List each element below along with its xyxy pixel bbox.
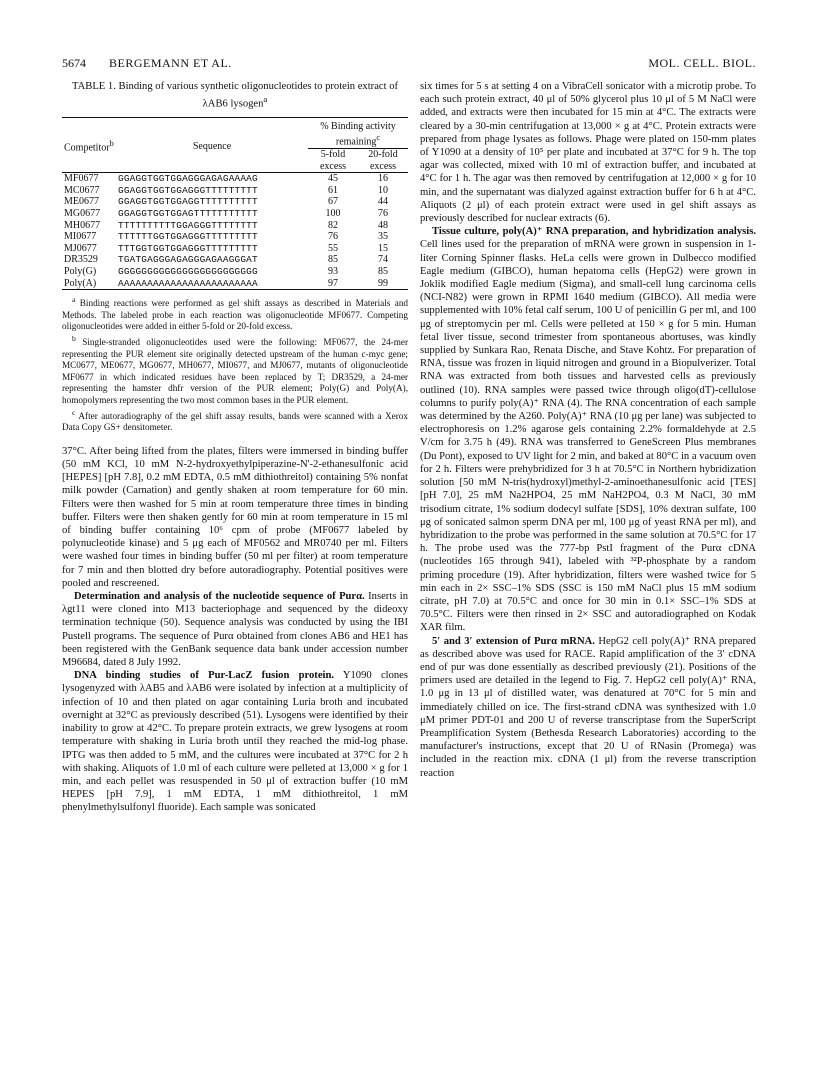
table-caption — [70, 80, 400, 111]
competitor-cell: MC0677 — [64, 184, 100, 196]
sequence-cell: TTTTTTTTTTGGAGGGTTTTTTTT — [118, 219, 258, 231]
sequence-cell: GGAGGTGGTGGAGTTTTTTTTTTT — [118, 208, 258, 220]
page-number: 5674 — [62, 56, 86, 70]
sequence-cell: GGAGGTGGTGGAGGGAGAGAAAAG — [118, 173, 258, 185]
journal-name: MOL. CELL. BIOL. — [648, 56, 756, 70]
header-20fold: 20-fold excess — [368, 149, 398, 172]
running-authors: BERGEMANN ET AL. — [109, 56, 232, 70]
paragraph-text: HepG2 cell poly(A)⁺ RNA prepared as described above was used for RACE. Rapid amplification of the 3′ cDNA end of pur was done essentially as described previously (21). Positions of the primers used are detailed in the legend to Fig. 7. HepG2 cell poly(A)⁺ RNA, 1.0 μg in 13 μl of distilled water, was denatured at 70°C for 5 min and immediately chilled on ice. The first-strand cDNA was synthesized with 1.0 μM primer PDT-01 and 200 U of reverse transcriptase from the SuperScript Preamplification System (Bethesda Research Laboratories) according to the manufacturer's instructions, except that 20 U of RNasin (Promega) was included in the reaction mix. cDNA (1 μl) from the reverse transcription reaction — [420, 635, 756, 779]
twentyfold-cell: 16 — [378, 173, 388, 185]
table-caption-label: TABLE 1. — [71, 81, 116, 92]
body-paragraph — [420, 225, 756, 634]
sequence-cell: AAAAAAAAAAAAAAAAAAAAAAAA — [118, 277, 258, 289]
body-paragraph — [420, 635, 756, 780]
table-row — [62, 208, 408, 220]
twentyfold-cell: 76 — [378, 208, 388, 220]
competitor-cell: ME0677 — [64, 196, 99, 208]
binding-table — [62, 117, 408, 291]
left-body-text — [62, 445, 408, 815]
competitor-cell: MJ0677 — [64, 242, 97, 254]
twentyfold-cell: 48 — [378, 219, 388, 231]
competitor-cell: MF0677 — [64, 173, 99, 185]
table-row — [62, 220, 408, 232]
body-paragraph — [62, 669, 408, 814]
page-header — [62, 56, 756, 72]
section-heading: Determination and analysis of the nucleotide sequence of Purα. — [74, 591, 365, 603]
twentyfold-cell: 74 — [378, 254, 388, 266]
table-row — [62, 196, 408, 208]
table-row — [62, 185, 408, 197]
footnote-b: $^b$ Single-stranded oligonucleotides used were the following: MF0677, the 24-mer representing the PUR element site originally detected upstream of the human c-myc gene; MC0677, ME0677, MG0677, MH0677, MI0677, and MJ0677, mutants of oligonucleotide MF0677 in which indicated residues have been replaced by T; DR3529, a 24-mer representing the hamster dhfr version of the PUR element; Poly(G) and Poly(A), homopolymers representing the two most common bases in the PUR element. — [62, 334, 409, 405]
footnote-a: $^a$ Binding reactions were performed as gel shift assays as described in Materials and Methods. The labeled probe in each reaction was oligonucleotide MF0677. Competing oligonucleotides were added in either 5-fold or 20-fold excess. — [62, 295, 409, 332]
fivefold-cell: 55 — [328, 242, 338, 254]
paragraph-text: six times for 5 s at setting 4 on a VibraCell sonicator with a microtip probe. To each such protein extract, 40 μl of 50% glycerol plus 10 μl of 5 M NaCl were added, and extracts were then incubated for 15 min at 4°C. The extracts were cleared by a 30-min centrifugation at 13,000 × g at 4°C. Protein extracts were prepared from phage lysates as follows. Phage were plated on 150-mm plates of Y1090 at a density of 10⁵ per plate and incubated at 37°C for 9 h. The top agar was collected, mixed with 10 ml of extraction buffer, and incubated at 4°C for 1 h. The agar was then removed by centrifugation at 12,000 × g for 10 min, and the supernatant was dialyzed against extraction buffer for 6 h at 4°C. Aliquots (2 μl) of each protein extract were used in gel shift assays as previously described for nuclear extracts (6). — [420, 81, 756, 225]
fivefold-cell: 82 — [328, 219, 338, 231]
fivefold-cell: 100 — [325, 208, 341, 220]
fivefold-cell: 85 — [328, 254, 338, 266]
twentyfold-cell: 10 — [378, 184, 388, 196]
body-paragraph — [62, 590, 408, 669]
competitor-cell: Poly(G) — [64, 265, 97, 277]
table-caption-mark: a — [263, 94, 268, 104]
table-row — [62, 254, 408, 266]
paragraph-text: Inserts in λgt11 were cloned into M13 bacteriophage and sequenced by the dideoxy termination technique (50). Sequence analysis was conducted by using the IBI Pustell programs. The sequence of Purα obtained from clones AB6 and HE1 has been registered with the GenBank sequence data bank under accession number M96684, dated 8 July 1992. — [62, 591, 409, 669]
paragraph-text: 37°C. After being lifted from the plates, filters were immersed in binding buffer (50 mM KCl, 10 mM N-2-hydroxyethylpiperazine-N'-2-ethanesulfonic acid [HEPES] [pH 7.8], 0.2 mM EDTA, 0.5 mM dithiothreitol) containing 5% nonfat milk powder (Carnation) and gently shaken at room temperature for 60 min. Filters were then washed for 5 min at room temperature three times in binding buffer. Filters were then shaken gently for 60 min at room temperature in 15 ml of binding buffer containing 10⁶ cpm of probe (MF0677 labeled by polynucleotide kinase) and 5 μg each of MF0562 and MR0740 per ml. Filters were washed four times in binding buffer (50 ml per filter) at room temperature for 7 min and then blotted dry before autoradiography. Potential positives were pooled and rescreened. — [62, 445, 408, 589]
competitor-cell: MI0677 — [64, 231, 97, 243]
sequence-cell: TGATGAGGGAGAGGGAGAAGGGAT — [118, 254, 258, 266]
fivefold-cell: 45 — [328, 173, 338, 185]
sequence-cell: TTTGGTGGTGGAGGGTTTTTTTTT — [118, 242, 258, 254]
footnote-c: $^c$ After autoradiography of the gel shift assay results, bands were scanned with a Xerox Data Copy GS+ densitometer. — [62, 407, 408, 433]
paragraph-text: Cell lines used for the preparation of mRNA were grown in suspension in 1-liter Corning Spinner flasks. HeLa cells were grown in Dulbecco modified Eagle medium (GIBCO), human hepatoma cells (HepG2) were grown in Joklik modified Eagle medium (Sigma), and small-cell lung carcinoma cells (NCI-N82) were grown in RPMI 1640 medium (GIBCO). All media were supplemented with 10% fetal calf serum, 100 U of penicillin G per ml, and 100 μg of streptomycin per ml. Cells were pelleted at 150 × g for 5 min. Human fetal liver tissue, second trimester from spontaneous abortuses, was kindly supplied by Sunkara Rao, Renata Dische, and Stave Kohtz. For preparation of RNA, tissue was frozen in liquid nitrogen and ground in a Biopulverizer. Total RNA was extracted from both tissues and harvested cells as previously outlined (10). RNA samples were passed twice through oligo(dT)-cellulose columns to purify poly(A)⁺ RNA (4). The RNA concentration of each sample was determined by the A260. Poly(A)⁺ RNA (10 μg per lane) was subjected to electrophoresis on 1.2% agarose gels containing 2.2% formaldehyde at 2.5 V/cm for 3.75 h (49). RNA was transferred to GeneScreen Plus membranes (Du Pont), exposed to UV light for 2 min, and baked at 80°C in a vacuum oven for 2 h. Filters were prehybridized for 3 h at 70.5°C in Northern hybridization solution [50 mM N-tris(hydroxyl)methyl-2-aminoethanesulfonic acid [TES] [pH 7.0], 25 mM Na2HPO4, 25 mM NaH2PO4, 0.3 M NaCl, 30 mM trisodium citrate, 1% sodium dodecyl sulfate [SDS], 10% dextran sulfate, 100 μg of sonicated salmon sperm DNA per ml, 100 μg of yeast RNA per ml), and hybridization to the probe was performed in the same solution at 70.5°C for 17 h. The probe used was the 777-bp PstI fragment of the Purα cDNA (nucleotides 165 through 941), labeled with ³²P-phosphate by a random priming procedure (19). After hybridization, filters were washed twice for 5 min each in 2× SSC–1% SDS (SSC is 150 mM NaCl plus 15 mM sodium citrate, pH 7.0) at 70.5°C and once for 30 min in 0.1× SSC–1% SDS at 70.5°C. Filters were then rinsed in 2× SSC and autoradiographed on Kodak XAR film. — [420, 239, 756, 634]
right-body-text — [420, 80, 756, 780]
table-row — [62, 243, 408, 255]
competitor-cell: DR3529 — [64, 254, 98, 266]
table-footnotes — [62, 294, 408, 434]
table-row — [62, 231, 408, 243]
body-paragraph — [420, 80, 756, 225]
table-row — [62, 173, 408, 185]
body-paragraph — [62, 445, 408, 590]
twentyfold-cell: 85 — [378, 265, 388, 277]
fivefold-cell: 93 — [328, 265, 338, 277]
sequence-cell: GGAGGTGGTGGAGGTTTTTTTTTT — [118, 196, 258, 208]
section-heading: DNA binding studies of Pur-LacZ fusion protein. — [74, 670, 335, 682]
section-heading: Tissue culture, poly(A)⁺ RNA preparation, and hybridization analysis. — [432, 226, 756, 238]
twentyfold-cell: 15 — [378, 242, 388, 254]
twentyfold-cell: 35 — [378, 231, 388, 243]
twentyfold-cell: 44 — [378, 196, 388, 208]
competitor-cell: MG0677 — [64, 208, 101, 220]
header-binding-group: % Binding activity remaining$^c$ — [308, 117, 408, 149]
left-column — [62, 80, 408, 815]
table-caption-text: Binding of various synthetic oligonucleotides to protein extract of λAB6 lysogen — [118, 81, 399, 110]
fivefold-cell: 61 — [328, 184, 338, 196]
competitor-cell: Poly(A) — [64, 277, 97, 289]
sequence-cell: GGGGGGGGGGGGGGGGGGGGGGGG — [118, 265, 258, 277]
section-heading: 5′ and 3′ extension of Purα mRNA. — [432, 635, 595, 647]
fivefold-cell: 97 — [328, 277, 338, 289]
sequence-cell: TTTTTTGGTGGAGGGTTTTTTTTT — [118, 231, 258, 243]
header-5fold: 5-fold excess — [319, 149, 347, 172]
sequence-cell: GGAGGTGGTGGAGGGTTTTTTTTT — [118, 184, 258, 196]
header-competitor: Competitor$^b$ — [64, 139, 114, 154]
twentyfold-cell: 99 — [378, 277, 388, 289]
table-row — [62, 278, 408, 290]
header-sequence: Sequence — [192, 140, 232, 152]
fivefold-cell: 76 — [328, 231, 338, 243]
right-column — [420, 80, 756, 780]
table-row — [62, 266, 408, 278]
competitor-cell: MH0677 — [64, 219, 101, 231]
fivefold-cell: 67 — [328, 196, 338, 208]
paragraph-text: Y1090 clones lysogenyzed with λAB5 and λAB6 were isolated by infection at a multiplicity of infection of 10 and then plated on agar containing Luria broth and incubated overnight at 32°C as previously described (51). Lysogens were identified by their inability to grow at 42°C. To prepare protein extracts, we grew lysogens at room temperature with shaking in Luria broth until they reached the mid-log phase. IPTG was then added to 5 mM, and the cultures were incubated at 37°C for 2 h with shaking. Aliquots of 1.0 ml of each culture were pelleted at 13,000 × g for 1 min, and each pellet was resuspended in 50 μl of extraction buffer (10 mM HEPES [pH 7.9], 1 mM EDTA, 1 mM dithiothreitol, 1 mM phenylmethylsulfonyl fluoride). Each sample was sonicated — [62, 670, 409, 814]
